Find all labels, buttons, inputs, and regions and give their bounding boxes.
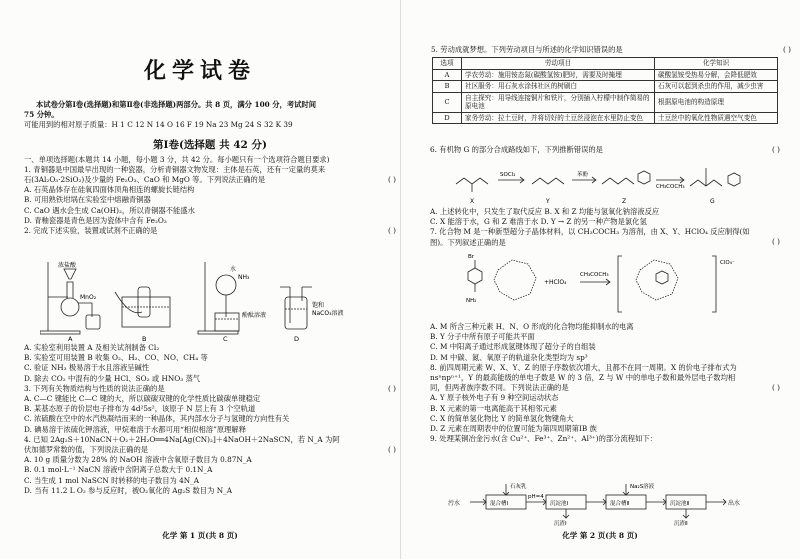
table-cell: C	[433, 92, 462, 112]
label-tank2: 沉淀池Ⅰ	[550, 501, 569, 507]
table-cell: A	[433, 69, 462, 81]
round-flask	[61, 298, 79, 316]
label-out: 出水	[728, 500, 741, 507]
table-cell: 家务劳动：拉土豆时，并将切好的土豆丝浸泡在水里防止变色	[462, 112, 655, 124]
q5-stem: 5. 劳动成就梦想。下列劳动项目与所述的化学知识错误的是	[431, 45, 623, 54]
q8-stem: nsⁿnpⁿ⁺¹，Y 的最高能级的单电子数是 W 的 3 倍，Z 与 W 中的单电子数和最外层电子数均相	[430, 373, 736, 383]
table-header: 劳动项目	[462, 58, 655, 70]
intro-line-2: 75 分钟。	[24, 110, 59, 120]
q7-stem: 图)。下列叙述正确的是	[430, 237, 506, 247]
crown-ether	[494, 260, 536, 300]
table-cell: 碳酸氢铵受热易分解，会降低肥效	[655, 69, 778, 81]
left-lower-block	[24, 343, 396, 496]
intro-block	[24, 100, 396, 236]
table-row	[433, 69, 778, 81]
stand-base	[40, 331, 80, 334]
q7-stem: 7. 化合物 M 是一种新型超分子晶体材料，以 CH₃COCH₃ 为溶剂，由 X、Y、HClO₄ 反应制得(如	[430, 227, 750, 237]
answer-paren: ( )	[771, 145, 780, 154]
q9-flowchart	[448, 480, 768, 526]
label-ppt2: 沉渣Ⅱ	[674, 521, 688, 526]
question-2	[24, 226, 396, 236]
q2-stem: 2. 完成下述实验，装置或试剂不正确的是	[24, 226, 158, 236]
table-row	[433, 81, 778, 93]
question-4	[24, 435, 396, 496]
table-cell: 社区服务：用石灰水涂抹社区的树刷白	[462, 81, 655, 93]
answer-paren: ( )	[387, 226, 396, 236]
q2-option-a: A. 实验室利用装置 A 及相关试剂制备 Cl₂	[24, 343, 160, 352]
q6-synthesis-route	[452, 158, 772, 206]
label-nh3: NH₃	[238, 274, 250, 281]
q6-stem: 6. 有机物 G 的部分合成路线如下，下列推断错误的是	[430, 145, 603, 154]
answer-paren: ( )	[387, 444, 396, 454]
aniline-ring	[468, 268, 482, 284]
label-na2s: Na₂S溶液	[630, 484, 655, 490]
q8-stem: 8. 前四周期元素 W、X、Y、Z 的原子序数依次增大，且都不在同一周期。X 的价电子排布式为	[430, 362, 737, 372]
label-hclo4: +HClO₄	[544, 279, 567, 286]
intro-line-1: 本试卷分第Ⅰ卷(选择题)和第Ⅱ卷(非选择题)两部分。共 8 页，满分 100 分，考试时间	[36, 100, 317, 109]
label-g: G	[710, 198, 715, 205]
q1-option-a: A. 石英晶体存在硅氧四面体顶角相连的螺旋长链结构	[24, 185, 195, 195]
benzene-ring	[638, 171, 650, 184]
table-cell: 自主探究：用导线连接铜片和铁片，分别插入柠檬中制作简易的原电池	[462, 92, 655, 112]
q7-option-d: D. M 中碳、氮、氧原子的轨道杂化类型均为 sp³	[430, 352, 588, 362]
page-footer-1: 化学 第 1 页(共 8 页)	[162, 531, 238, 540]
q3-option-c: C. 浓硫酸在空中的水汽热凝结而来的一种晶体，其内部水分子与氢键的方向性有关	[24, 414, 290, 424]
question-3	[24, 384, 396, 435]
q2-option-b: B. 实验室可用装置 B 收集 O₂、H₂、CO、NO、CH₄ 等	[24, 353, 208, 363]
label-z: Z	[622, 198, 627, 205]
q3-stem: 3. 下列有关物质结构与性质的说法正确的是	[24, 383, 165, 393]
q4-option-c: C. 当生成 1 mol NaSCN 时转移的电子数目为 4N_A	[24, 475, 200, 485]
table-cell: 土豆丝中的氧化性物质遇空气变色	[655, 112, 778, 124]
q6-option-ab: A. 上述转化中，只发生了取代反应 B. X 和 Z 均能与氢氧化钠溶液反应	[430, 207, 660, 216]
q2-option-c: C. 验证 NH₃ 极易溶于水且溶液呈碱性	[24, 363, 150, 373]
molecule-z	[602, 178, 634, 184]
label-wastewater: 污水	[448, 500, 461, 507]
q2-option-d: D. 除去 CO₂ 中混有的少量 HCl、SO₂ 或 HNO₃ 蒸气	[24, 373, 201, 383]
q8-option-b: B. X 元素的第一电离能高于其相邻元素	[430, 403, 557, 413]
q7-option-a: A. M 所含三种元素 H、N、O 形成的化合物均能抑制水的电离	[430, 322, 634, 331]
q7-option-c: C. M 中阳离子通过形成氢键体现了超分子的自组装	[430, 342, 596, 352]
q9-stem: 9. 处理某铜冶金污水(含 Cu²⁺、Fe³⁺、Zn²⁺、Al³⁺)的部分流程如下：	[430, 434, 657, 444]
label-nh2: NH₂	[466, 298, 477, 304]
dropping-funnel	[64, 269, 76, 279]
label-tank4: 沉淀池Ⅱ	[670, 501, 690, 507]
part-instructions: 一、单项选择题(本题共 14 小题，每小题 3 分，共 42 分。每小题只有一个选项符合题目要求)	[24, 154, 330, 164]
table-row	[433, 92, 778, 112]
label-x: X	[470, 198, 475, 205]
table-cell: 学农劳动：施用铵态氮(碳酸氢铵)肥时，需要及时掩埋	[462, 69, 655, 81]
label-clo4: ClO₄⁻	[720, 260, 735, 266]
answer-paren: ( )	[387, 383, 396, 393]
q4-stem: 伏加德罗常数的值，下列说法正确的是	[24, 445, 149, 455]
table-cell: D	[433, 112, 462, 124]
water-trough	[122, 297, 170, 327]
table-row	[433, 112, 778, 124]
q4-option-b: B. 0.1 mol·L⁻¹ NaCN 溶液中含阴离子总数大于 0.1N_A	[24, 465, 213, 475]
atomic-masses: 可能用到的相对原子质量：H 1 C 12 N 14 O 16 F 19 Na 23 Mg 24 S 32 K 39	[24, 120, 293, 130]
label-y: Y	[546, 198, 550, 205]
molecule-x	[456, 178, 488, 184]
molecule-y	[532, 178, 564, 184]
reagent-acetone: CH₃COCH₃	[656, 184, 685, 190]
reagent-socl2: SOCl₂	[500, 172, 516, 178]
label-ph: pH=4	[528, 494, 544, 500]
q4-stem: 4. 已知 2Ag₂S＋10NaCN＋O₂＋2H₂O══4Na[Ag(CN)₂]＋4NaOH＋2NaSCN，若 N_A 为阿	[24, 434, 340, 444]
question-7	[430, 227, 780, 247]
label-solvent: CH₃COCH₃	[580, 272, 609, 278]
question-1	[24, 165, 396, 226]
q7-reaction-figure	[460, 250, 760, 320]
q1-option-b: B. 可用熟铁坩埚在实验室中熔融青铜器	[24, 195, 151, 205]
label-water: 水	[230, 266, 237, 273]
q8-option-c: C. X 的简单氢化物比 Y 的简单氢化物键角大	[430, 413, 574, 423]
table-header-row	[433, 58, 778, 70]
label-conc-hcl: 浓盐酸	[58, 262, 77, 269]
label-d: D	[294, 335, 300, 342]
page-footer-2: 化学 第 2 页(共 8 页)	[562, 531, 638, 540]
label-ppt1: 沉渣Ⅰ	[554, 521, 567, 526]
q8-stem: 同，但两者族序数不同。下列说法正确的是	[430, 383, 569, 393]
q8-option-d: D. Z 元素在周期表中的位置可能为第四周期第ⅠB 族	[430, 424, 597, 434]
section-title: 第Ⅰ卷(选择题 共 42 分)	[153, 138, 267, 151]
q5-stem-wrap	[431, 45, 791, 55]
label-soln: NaCO₃溶液	[312, 310, 344, 317]
q6-options	[430, 207, 780, 248]
q6-option-cd: C. X 能溶于水，G 和 Z 难溶于水 D. Y → Z 的另一种产物是氯化氢	[430, 217, 647, 227]
label-a: A	[68, 335, 73, 342]
exam-title: 化学试卷	[143, 58, 256, 84]
q7-option-b: B. Y 分子中所有原子可能共平面	[430, 332, 535, 342]
q1-line: 1. 青铜器是中国最早出现的一种瓷器，分析青铜器文物发现：主体是石英，还有一定量的莫来	[24, 164, 326, 174]
q8-option-a: A. Y 原子核外电子有 9 种空间运动状态	[430, 393, 559, 403]
q3-option-a: A. C—C 键能比 C—C 键的大，所以碳碳双键的化学性质比碳碳单键稳定	[24, 394, 261, 404]
q5-table	[432, 57, 778, 124]
q1-line: 石(3Al₂O₃·2SiO₂)及少量的 Fe₂O₃、CaO 和 MgO 等。下列说法正确的是	[24, 175, 266, 185]
label-br: Br	[468, 254, 475, 260]
table-cell: 根据原电池的构造原理	[655, 92, 778, 112]
wash-bottle	[285, 297, 307, 329]
q1-option-d: D. 青釉瓷器是青色是因为瓷体中含有 Fe₂O₃	[24, 215, 167, 225]
label-tank1: 混合槽Ⅰ	[490, 501, 509, 507]
answer-paren: ( )	[771, 382, 780, 392]
q4-option-a: A. 10 g 质量分数为 28% 的 NaOH 溶液中含氧原子数目为 0.87N_A	[24, 455, 252, 465]
answer-paren: ( )	[782, 45, 791, 54]
q3-option-d: D. 碘易溶于浓硫化钾溶液，甲烷难溶于水都可用“相似相溶”原理解释	[24, 424, 247, 434]
table-header: 化学知识	[655, 58, 778, 70]
q4-option-d: D. 当有 11.2 L O₂ 参与反应时，被O₂氧化的 Ag₂S 数目为 N_A	[24, 485, 232, 495]
reagent-phenol: 苯酚	[577, 172, 589, 178]
beaker	[215, 313, 239, 331]
label-c: C	[223, 335, 228, 342]
q2-apparatus-figure	[40, 257, 370, 342]
label-phenol: 酚酞溶液	[242, 312, 267, 319]
table-cell: 石灰可以起到杀虫的作用，减少虫害	[655, 81, 778, 93]
table-cell: B	[433, 81, 462, 93]
label-tank3: 混合槽Ⅱ	[610, 501, 630, 507]
answer-paren: ( )	[387, 174, 396, 184]
label-lime: 石灰乳	[510, 484, 527, 490]
question-6	[430, 145, 780, 155]
question-8	[430, 363, 780, 394]
q1-option-c: C. CaO 遇水会生成 Ca(OH)₂，所以青铜器不能盛水	[24, 205, 195, 215]
label-mno2: MnO₂	[80, 294, 97, 301]
label-b: B	[142, 335, 147, 342]
label-saturated: 饱和	[312, 302, 325, 309]
q3-option-b: B. 某基态原子的价层电子排布为 4d²5s²，该原子 N 层上有 3 个空轨道	[24, 404, 256, 414]
answer-paren: ( )	[771, 237, 780, 247]
table-header: 选项	[433, 58, 462, 70]
right-lower-block	[430, 322, 780, 444]
